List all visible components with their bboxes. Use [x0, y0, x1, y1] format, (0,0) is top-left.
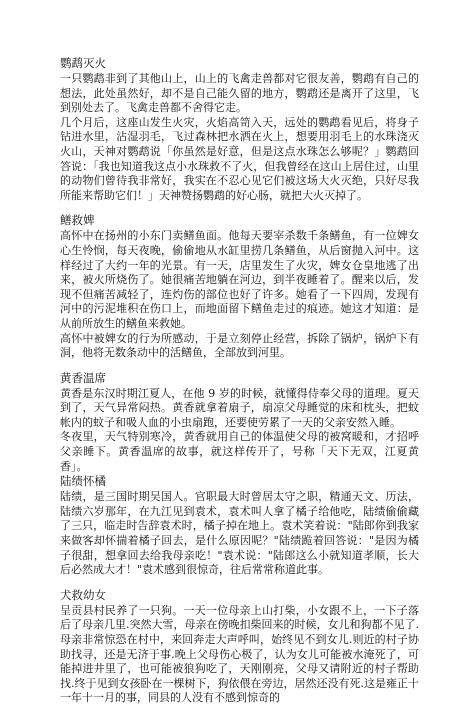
- story-paragraph: 冬夜里，天气特别寒冷，黄香就用自己的体温使父母的被窝暖和，才招呼父亲睡下。黄香温席的故事，就这样传开了，号称「天下无双，江夏黄香」。: [60, 430, 419, 473]
- story-paragraph: 几个月后，这座山发生火灾，火焰高笥入天，远处的鹦鹉看见后，将身子钻进水里，沾湿羽毛，飞过森林把水洒在火上，想要用羽毛上的水珠浇灭火山，天神对鹦鹉说「你虽然是好意，但是这点水珠怎么够呢？」鹦鹉回答说：「我也知道我这点小水珠救不了火，但我曾经在这山上居住过，山里的动物们曾待我非常好，我实在不忍心见它们被这场大火灭绝，只好尽我所能来帮助它们！」天神赞扬鹦鹉的好心肠，就把大火灭掉了。: [60, 115, 419, 202]
- story-paragraph: 黄香是东汉时期江夏人，在他 9 岁的时候，就懂得侍奉父母的道理。夏天到了，天气异常闷热。黄香就拿着扇子，扇凉父母睡觉的床和枕头，把蚊帐内的蚊子和吸人血的小虫扇跑，还要使劳累了一天的父亲安然入睡。: [60, 386, 419, 429]
- story-eel: [60, 213, 419, 360]
- story-title: 犬救幼女: [60, 587, 106, 602]
- story-luji: [60, 474, 419, 578]
- story-paragraph: 一只鹦鹉非到了其他山上，山上的飞禽走兽都对它很友善，鹦鹉有自己的想法，此处虽然好，却不是自己能久留的地方，鹦鹉还是离开了这里，飞到别处去了。飞禽走兽都不舍得它走。: [60, 72, 419, 115]
- story-dog: [60, 588, 419, 706]
- story-paragraph: 呈贡县村民养了一只狗。一天一位母亲上山打柴，小女跟不上，一下子落后了母亲几里.突然大雪，母亲在傍晚扣柴回来的时候，女儿和狗都不见了.母亲非常惊恐在村中，来回奔走大声呼叫，始终见不到女儿.则近的村子协助找寻，还是无济于事.晚上父母伤心极了，认为女儿可能被水淹死了，可能掉进井里了，也可能被狼狗吃了，天刚刚亮，父母又请附近的村子帮助找.终于见到女孩卧在一棵树下，狗依偎在旁边，居然还没有死.这是雍正十一年十一月的事，同县的人没有不感到惊奇的: [60, 603, 419, 705]
- story-title: 鹦鹉灭火: [60, 56, 106, 70]
- story-huangxiang: [60, 371, 419, 475]
- story-title: 鳝救婢: [60, 213, 95, 228]
- story-title: 陆绩怀橘: [60, 474, 106, 489]
- story-parrot: [60, 56, 419, 203]
- story-paragraph: 陆绩，是三国时期吴国人。官职最大时曾居太守之职，精通天文、历法，陆绩六岁那年，在九江见到袁术，袁术叫人拿了橘子给他吃，陆绩偷偷藏了三只，临走时告辞袁术时，橘子掉在地上。袁术笑着说："陆郎你到我家来做客却怀揣着橘子回去，是什么原因呢？"陆绩跪着回答说："是因为橘子很甜，想拿回去给我母亲吃！"袁术说："陆郎这么小就知道孝顺，长大后必然成大才！"袁术感到很惊奇，往后常常称道此事。: [60, 490, 419, 577]
- story-paragraph: 高怀中被婢女的行为所感动，于是立刻停止经营，拆除了锅炉，锅炉下有洞，他将无数条动中的活鳝鱼，全部放到河里。: [60, 331, 419, 360]
- story-title: 黄香温席: [60, 370, 106, 385]
- story-paragraph: 高怀中在扬州的小东门卖鳝鱼面。他每天要宰杀数千条鳝鱼，有一位婢女心生怜悯，每天夜晚，偷偷地从水缸里捞几条鳝鱼，从后窗抛入河中。这样经过了大约一年的光景。有一天，店里发生了火灾，婢女仓皇地逃了出来，被火所烧伤了。她很痛苦地躺在河边，到半夜睡着了。醒来以后，发现不但痛苦减轻了，连灼伤的部位也好了许多。她看了一下四周，发现有河中的污泥堆积在伤口上，而地面留下鳝鱼走过的痕迹。她这才知道：是从前所放生的鳝鱼来救她。: [60, 229, 419, 330]
